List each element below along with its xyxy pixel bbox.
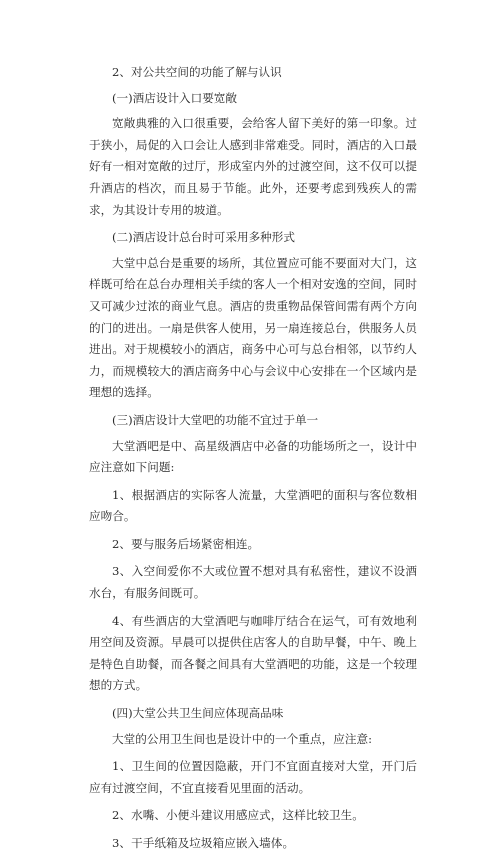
section-title: 2、对公共空间的功能了解与认识 <box>112 65 282 79</box>
list-item-lobby-bar-2: 2、要与服务后场紧密相连。 <box>112 536 260 551</box>
list-item-lobby-bar-3: 3、入空间爱你不大或位置不想对具有私密性，建议不设酒水台，有服务间既可。 <box>89 564 417 601</box>
list-item-restroom-2: 2、水嘴、小便斗建议用感应式，这样比较卫生。 <box>112 808 364 823</box>
paragraph-front-desk: 大堂中总台是重要的场所，其位置应可能不要面对大门，这样既可给在总台办理相关手续的客人一个相对安逸的空间，同时又可减少过浓的商业气息。酒店的贵重物品保管间需有两个方向的门的进出。一扇是供客人使用，另一扇连接总台，供服务人员进出。对于规模较小的酒店，商务中心可与总台相邻，以节约人力，而规模较大的酒店商务中心与会议中心安排在一个区域内是理想的选择。 <box>89 255 417 400</box>
subsection-heading-entrance: (一)酒店设计入口要宽敞 <box>112 90 237 105</box>
list-item-restroom-3: 3、干手纸箱及垃圾箱应嵌入墙体。 <box>112 836 295 850</box>
list-item-lobby-bar-4: 4、有些酒店的大堂酒吧与咖啡厅结合在运气，可有效地利用空间及资源。早晨可以提供住店客人的自助早餐，中午、晚上是特色自助餐，而各餐之间具有大堂酒吧的功能，这是一个较理想的方式。 <box>89 613 417 693</box>
list-item-restroom-1: 1、卫生间的位置因隐蔽，开门不宜面直接对大堂，开门后应有过渡空间，不宜直接看见里面的活动。 <box>89 759 417 795</box>
paragraph-restroom-intro: 大堂的公用卫生间也是设计中的一个重点，应注意: <box>112 731 373 746</box>
list-item-lobby-bar-1: 1、根据酒店的实际客人流量，大堂酒吧的面积与客位数相应吻合。 <box>89 487 417 524</box>
subsection-heading-front-desk: (二)酒店设计总台时可采用多种形式 <box>112 230 295 245</box>
paragraph-lobby-bar-intro: 大堂酒吧是中、高星级酒店中必备的功能场所之一，设计中应注意如下问题: <box>89 438 417 475</box>
document-page <box>89 62 417 861</box>
subsection-heading-lobby-bar: (三)酒店设计大堂吧的功能不宜过于单一 <box>112 412 319 427</box>
subsection-heading-restroom: (四)大堂公共卫生间应体现高品味 <box>112 706 284 721</box>
paragraph-entrance: 宽敞典雅的入口很重要，会给客人留下美好的第一印象。过于狭小，局促的入口会让人感到非常难受。同时，酒店的入口最好有一相对宽敞的过厅，形成室内外的过渡空间，这不仅可以提升酒店的档次，而且易于节能。此外，还要考虑到残疾人的需求，为其设计专用的坡道。 <box>89 116 417 217</box>
